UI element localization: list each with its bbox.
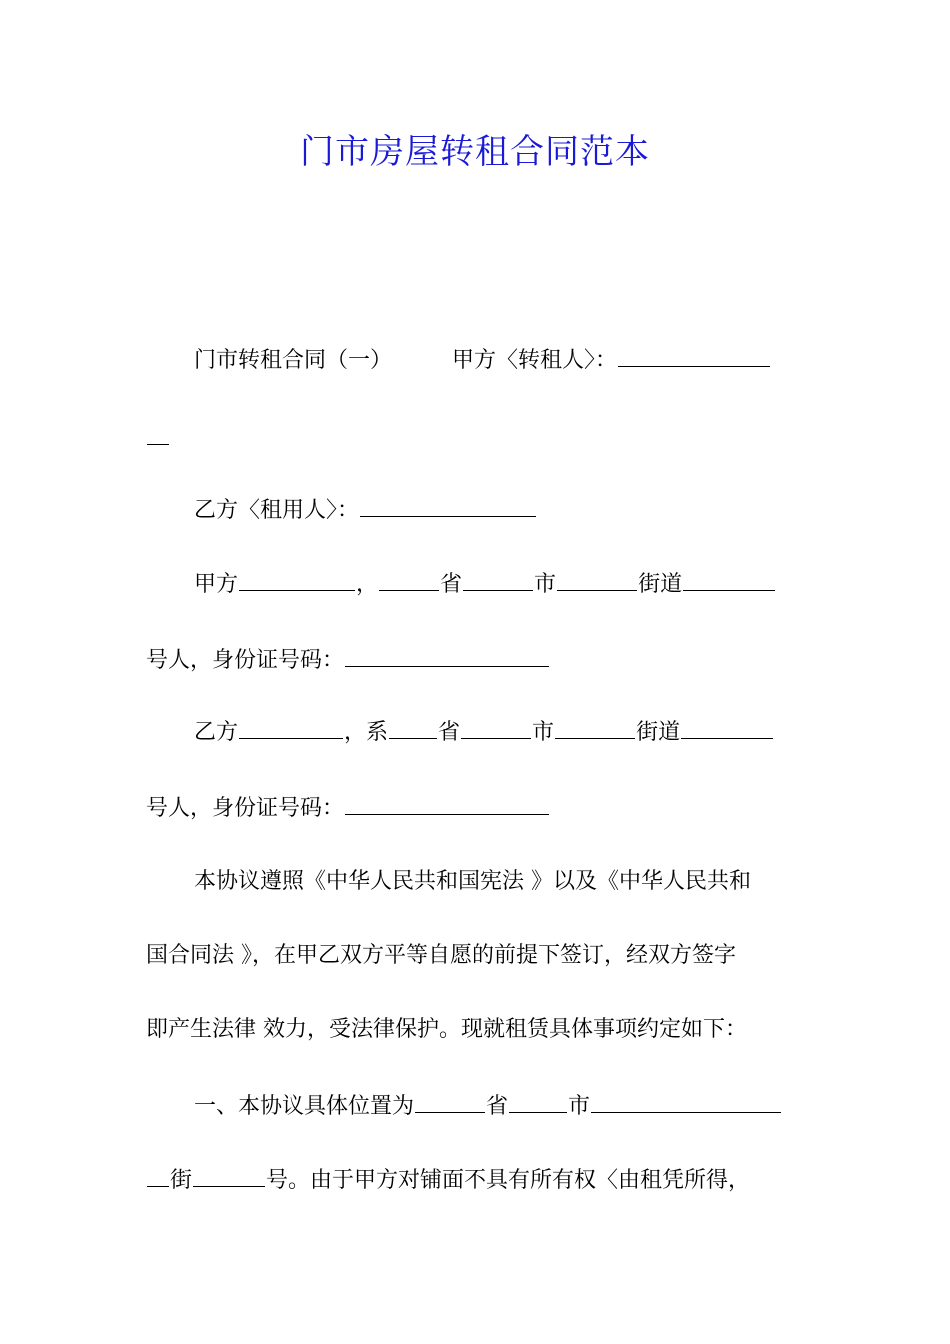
blank-street-a[interactable] bbox=[557, 568, 637, 591]
blank-location-street-cont[interactable] bbox=[147, 1164, 169, 1187]
blank-location-province[interactable] bbox=[415, 1090, 485, 1113]
text-street-c: 街 bbox=[170, 1168, 193, 1193]
blank-city-b[interactable] bbox=[461, 716, 531, 739]
blank-location-city[interactable] bbox=[509, 1090, 567, 1113]
blank-name-a[interactable] bbox=[239, 568, 355, 591]
paragraph-line-4 bbox=[194, 568, 808, 601]
blank-id-b[interactable] bbox=[345, 792, 549, 815]
text-street: 街道 bbox=[638, 572, 683, 597]
paragraph-line-5 bbox=[146, 644, 808, 677]
text-party-a: 甲方 bbox=[194, 572, 239, 597]
document-title: 门市房屋转租合同范本 bbox=[300, 132, 650, 172]
party-a-blank[interactable] bbox=[618, 344, 770, 367]
party-b-label: 乙方〈租用人〉： bbox=[194, 498, 360, 523]
blank-id-a[interactable] bbox=[345, 644, 549, 667]
party-a-label: 甲方〈转租人〉： bbox=[452, 348, 618, 373]
text-party-b: 乙方 bbox=[194, 720, 239, 745]
text-street-b: 街道 bbox=[636, 720, 681, 745]
blank-number-b[interactable] bbox=[681, 716, 773, 739]
paragraph-line-9: 国合同法 》，在甲乙双方平等自愿的前提下签订，经双方签字 bbox=[146, 943, 736, 968]
blank-province-b[interactable] bbox=[389, 716, 437, 739]
text-city-c: 市 bbox=[568, 1094, 591, 1119]
blank-location-number[interactable] bbox=[193, 1164, 265, 1187]
paragraph-line-6 bbox=[194, 716, 808, 749]
blank-city-a[interactable] bbox=[463, 568, 533, 591]
text-city: 市 bbox=[534, 572, 557, 597]
party-a-blank-cont[interactable] bbox=[147, 422, 169, 445]
paragraph-line-8: 本协议遵照《中华人民共和国宪法 》以及《中华人民共和 bbox=[194, 869, 751, 894]
blank-location-street[interactable] bbox=[591, 1090, 781, 1113]
paragraph-line-12 bbox=[146, 1164, 808, 1197]
text-province-c: 省 bbox=[486, 1094, 509, 1119]
text-city-b: 市 bbox=[532, 720, 555, 745]
text-id-label-b: 号人，身份证号码： bbox=[146, 796, 345, 821]
text-clause-1: 一、本协议具体位置为 bbox=[194, 1094, 415, 1119]
text-comma: ， bbox=[356, 572, 379, 597]
blank-street-b[interactable] bbox=[555, 716, 635, 739]
text-province-b: 省 bbox=[438, 720, 461, 745]
blank-number-a[interactable] bbox=[683, 568, 775, 591]
text-province: 省 bbox=[440, 572, 463, 597]
contract-heading: 门市转租合同（一） bbox=[194, 348, 393, 373]
text-clause-1-cont: 号。由于甲方对铺面不具有所有权〈由租凭所得， bbox=[266, 1168, 751, 1193]
paragraph-line-7 bbox=[146, 792, 808, 825]
blank-province-a[interactable] bbox=[379, 568, 439, 591]
paragraph-line-2 bbox=[146, 422, 808, 455]
party-b-blank[interactable] bbox=[360, 494, 536, 517]
text-id-label-a: 号人，身份证号码： bbox=[146, 648, 345, 673]
paragraph-line-10: 即产生法律 效力，受法律保护。现就租赁具体事项约定如下： bbox=[146, 1017, 747, 1042]
paragraph-line-3 bbox=[194, 494, 808, 527]
paragraph-line-11 bbox=[194, 1090, 808, 1123]
paragraph-line-1 bbox=[194, 344, 808, 377]
text-comma-xi: ，系 bbox=[344, 720, 389, 745]
blank-name-b[interactable] bbox=[239, 716, 343, 739]
